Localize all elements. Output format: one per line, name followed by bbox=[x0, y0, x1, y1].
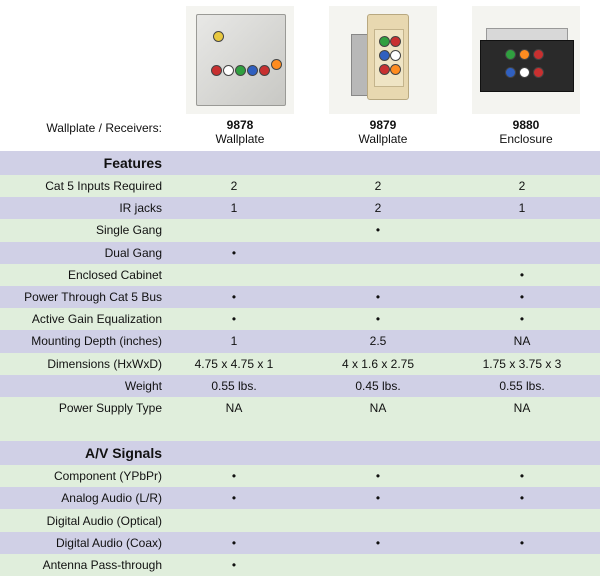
enclosure-9880-image bbox=[472, 6, 580, 114]
row-value-9880: • bbox=[519, 469, 525, 484]
row-value-9879: • bbox=[375, 223, 381, 238]
row-value-9879: NA bbox=[369, 400, 387, 415]
row-value-9879: • bbox=[375, 469, 381, 484]
row-label: Mounting Depth (inches) bbox=[31, 334, 162, 349]
row-value-9878: • bbox=[231, 312, 237, 327]
features-section-header bbox=[0, 151, 600, 175]
single-gang-plate-drawing bbox=[367, 14, 409, 100]
section-title: Features bbox=[103, 155, 162, 171]
row-value-9879: 2 bbox=[374, 179, 382, 194]
row-value-9880: • bbox=[519, 491, 525, 506]
features-table bbox=[0, 175, 600, 419]
row-value-9880: 1 bbox=[518, 201, 526, 216]
product-kind: Wallplate bbox=[215, 132, 265, 146]
row-value-9880: NA bbox=[513, 334, 531, 349]
row-value-9879: 0.45 lbs. bbox=[355, 378, 401, 393]
row-value-9878: • bbox=[231, 469, 237, 484]
product-9878 bbox=[184, 0, 296, 147]
row-value-9878: • bbox=[231, 245, 237, 260]
signals-table bbox=[0, 465, 600, 576]
row-value-9878: • bbox=[231, 491, 237, 506]
table-row bbox=[0, 264, 600, 286]
row-value-9879: 2 bbox=[374, 201, 382, 216]
row-label: Enclosed Cabinet bbox=[67, 267, 162, 282]
table-row bbox=[0, 219, 600, 241]
row-label: Digital Audio (Coax) bbox=[55, 535, 162, 550]
row-value-9878: 2 bbox=[230, 179, 238, 194]
row-value-9880: • bbox=[519, 267, 525, 282]
table-row bbox=[0, 330, 600, 352]
row-value-9878: 0.55 lbs. bbox=[211, 378, 257, 393]
table-row bbox=[0, 175, 600, 197]
product-header bbox=[0, 0, 600, 151]
row-label: Antenna Pass-through bbox=[42, 557, 162, 572]
row-value-9879: 4 x 1.6 x 2.75 bbox=[341, 356, 415, 371]
row-value-9878: • bbox=[231, 535, 237, 550]
row-label: Analog Audio (L/R) bbox=[61, 491, 162, 506]
section-title: A/V Signals bbox=[84, 445, 162, 462]
product-9880 bbox=[470, 0, 582, 147]
product-model: 9880 bbox=[512, 118, 540, 132]
product-model: 9879 bbox=[369, 118, 397, 132]
row-value-9878: 1 bbox=[230, 201, 238, 216]
row-label: Active Gain Equalization bbox=[31, 312, 162, 327]
row-label: Component (YPbPr) bbox=[53, 469, 162, 484]
row-value-9880: 2 bbox=[518, 179, 526, 194]
table-row bbox=[0, 353, 600, 375]
row-value-9879: 2.5 bbox=[369, 334, 387, 349]
table-row bbox=[0, 465, 600, 487]
dual-gang-plate-drawing bbox=[196, 14, 286, 106]
row-value-9880: • bbox=[519, 535, 525, 550]
row-label: Power Supply Type bbox=[58, 400, 162, 415]
row-value-9878: NA bbox=[225, 400, 243, 415]
product-9879 bbox=[327, 0, 439, 147]
row-value-9878: 1 bbox=[230, 334, 238, 349]
row-value-9879: • bbox=[375, 535, 381, 550]
product-kind: Enclosure bbox=[499, 132, 553, 146]
product-model: 9878 bbox=[226, 118, 254, 132]
table-row bbox=[0, 397, 600, 419]
row-label: Weight bbox=[124, 378, 162, 393]
wallplate-9878-image bbox=[186, 6, 294, 114]
row-value-9880: 0.55 lbs. bbox=[499, 378, 545, 393]
table-row bbox=[0, 487, 600, 509]
row-value-9880: • bbox=[519, 290, 525, 305]
header-caption: Wallplate / Receivers: bbox=[46, 121, 162, 135]
table-row bbox=[0, 308, 600, 330]
row-label: Dimensions (HxWxD) bbox=[47, 356, 162, 371]
row-value-9878: 4.75 x 4.75 x 1 bbox=[194, 356, 274, 371]
section-spacer bbox=[0, 419, 600, 441]
row-label: Cat 5 Inputs Required bbox=[45, 179, 162, 194]
signals-section-header bbox=[0, 441, 600, 465]
table-row bbox=[0, 509, 600, 531]
row-label: IR jacks bbox=[119, 201, 162, 216]
row-value-9880: 1.75 x 3.75 x 3 bbox=[482, 356, 562, 371]
row-value-9880: NA bbox=[513, 400, 531, 415]
table-row bbox=[0, 554, 600, 576]
table-row bbox=[0, 286, 600, 308]
row-value-9879: • bbox=[375, 312, 381, 327]
wallplate-9879-image bbox=[329, 6, 437, 114]
row-value-9879: • bbox=[375, 290, 381, 305]
row-label: Digital Audio (Optical) bbox=[46, 513, 162, 528]
row-label: Power Through Cat 5 Bus bbox=[24, 290, 162, 305]
row-value-9878: • bbox=[231, 557, 237, 572]
table-row bbox=[0, 532, 600, 554]
row-value-9879: • bbox=[375, 491, 381, 506]
table-row bbox=[0, 197, 600, 219]
product-kind: Wallplate bbox=[358, 132, 408, 146]
row-label: Single Gang bbox=[95, 223, 162, 238]
table-row bbox=[0, 242, 600, 264]
table-row bbox=[0, 375, 600, 397]
enclosure-body-drawing bbox=[480, 40, 574, 92]
row-label: Dual Gang bbox=[104, 245, 162, 260]
row-value-9880: • bbox=[519, 312, 525, 327]
row-value-9878: • bbox=[231, 290, 237, 305]
